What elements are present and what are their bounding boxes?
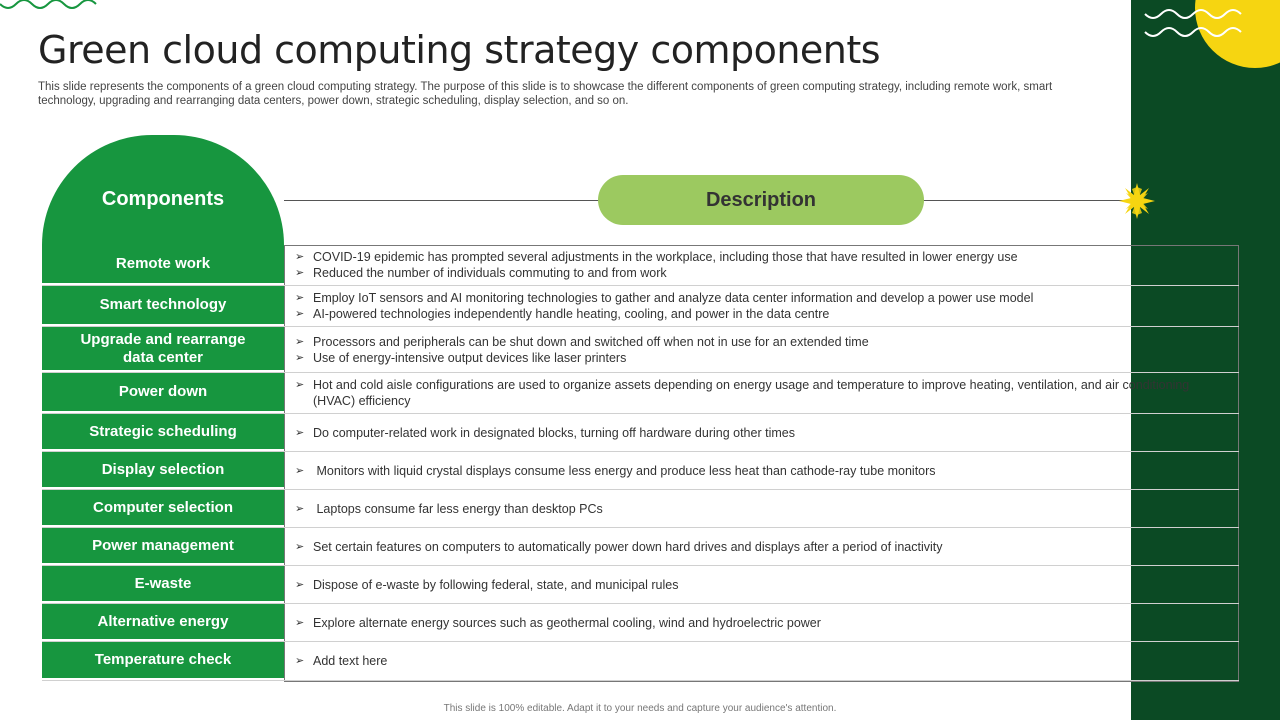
arrow-bullet-icon: ➢ [295,267,305,279]
starburst-icon [1117,182,1157,220]
description-cell [284,490,1239,527]
bullet-item [295,350,1228,366]
arrow-bullet-icon: ➢ [295,308,305,320]
arrow-bullet-icon: ➢ [295,616,305,629]
table-row [42,566,1239,604]
bullet-text: Employ IoT sensors and AI monitoring technologies to gather and analyze data center information and develop a power use model [313,291,1034,305]
bullet-item [295,577,1228,593]
table-row [42,327,1239,373]
page-subtitle: This slide represents the components of a green cloud computing strategy. The purpose of this slide is to showcase the different components of green computing strategy, including remote work, smart technology, upgrading and rearranging data centers, power down, strategic scheduling, display selection, and so on. [38,81,1053,107]
bullet-text: Explore alternate energy sources such as geothermal cooling, wind and hydroelectric power [313,615,821,630]
bullet-item [295,377,1228,409]
bullet-item [295,539,1228,555]
table-row [42,286,1239,327]
arrow-bullet-icon: ➢ [295,426,305,439]
component-cell: E-waste [42,566,284,603]
component-cell: Alternative energy [42,604,284,641]
arrow-bullet-icon: ➢ [295,578,305,591]
bullet-item [295,653,1228,669]
description-cell [284,414,1239,451]
component-cell: Computer selection [42,490,284,527]
description-cell [284,566,1239,603]
arrow-bullet-icon: ➢ [295,251,305,263]
arrow-bullet-icon: ➢ [295,540,305,553]
description-cell [284,452,1239,489]
table-row [42,452,1239,490]
bullet-text: Hot and cold aisle configurations are used to organize assets depending on energy usage and temperature to improve heating, ventilation, and air conditioning (HVAC) efficiency [313,378,1193,408]
component-cell: Temperature check [42,642,284,680]
table-row [42,245,1239,286]
description-cell [284,604,1239,641]
component-cell: Display selection [42,452,284,489]
bullet-text: Use of energy-intensive output devices like laser printers [313,350,627,365]
description-cell [284,286,1239,326]
component-cell: Strategic scheduling [42,414,284,451]
arrow-bullet-icon: ➢ [295,379,305,391]
component-cell: Power down [42,373,284,413]
table-row [42,490,1239,528]
squiggle-decor-top-left [0,0,100,14]
bullet-text: Reduced the number of individuals commuting to and from work [313,266,667,280]
page-title: Green cloud computing strategy components [38,28,881,72]
bullet-item [295,501,1228,517]
bullet-item [295,290,1228,306]
arrow-bullet-icon: ➢ [295,655,305,667]
table-row [42,373,1239,414]
bullet-text: Do computer-related work in designated blocks, turning off hardware during other times [313,425,795,440]
components-header-label: Components [101,188,225,210]
bullet-item [295,249,1228,265]
bullet-text: Laptops consume far less energy than desktop PCs [313,501,603,516]
arrow-bullet-icon: ➢ [295,351,305,364]
squiggle-decor-top-right [1143,8,1243,42]
bullet-item [295,425,1228,441]
component-cell: Power management [42,528,284,565]
bullet-item [295,265,1228,281]
description-cell [284,373,1239,413]
bullet-text: Set certain features on computers to automatically power down hard drives and displays after a period of inactivity [313,539,943,554]
description-cell [284,528,1239,565]
description-cell [284,245,1239,285]
table-row [42,642,1239,681]
bullet-text: COVID-19 epidemic has prompted several adjustments in the workplace, including those that have resulted in lower energy use [313,250,1018,264]
table-row [42,604,1239,642]
bullet-text: Dispose of e-waste by following federal, state, and municipal rules [313,577,679,592]
bullet-text: AI-powered technologies independently handle heating, cooling, and power in the data centre [313,307,830,321]
description-header-label: Description [705,188,817,211]
arrow-bullet-icon: ➢ [295,464,305,477]
component-cell: Smart technology [42,286,284,326]
bullet-item [295,306,1228,322]
bullet-item [295,615,1228,631]
bullet-text: Monitors with liquid crystal displays consume less energy and produce less heat than cathode-ray tube monitors [313,463,936,478]
description-cell [284,642,1239,680]
component-cell: Upgrade and rearrange data center [42,327,284,372]
bullet-item [295,463,1228,479]
table-row [42,528,1239,566]
component-cell: Remote work [42,245,284,285]
arrow-bullet-icon: ➢ [295,335,305,348]
arrow-bullet-icon: ➢ [295,292,305,304]
description-header-pill [598,175,924,225]
table-bottom-border [284,681,1239,682]
description-cell [284,327,1239,372]
footer-note: This slide is 100% editable. Adapt it to your needs and capture your audience's attention. [443,703,837,714]
bullet-text: Processors and peripherals can be shut down and switched off when not in use for an extended time [313,334,869,349]
arrow-bullet-icon: ➢ [295,502,305,515]
table-row [42,414,1239,452]
bullet-text: Add text here [313,654,388,668]
bullet-item [295,334,1228,350]
